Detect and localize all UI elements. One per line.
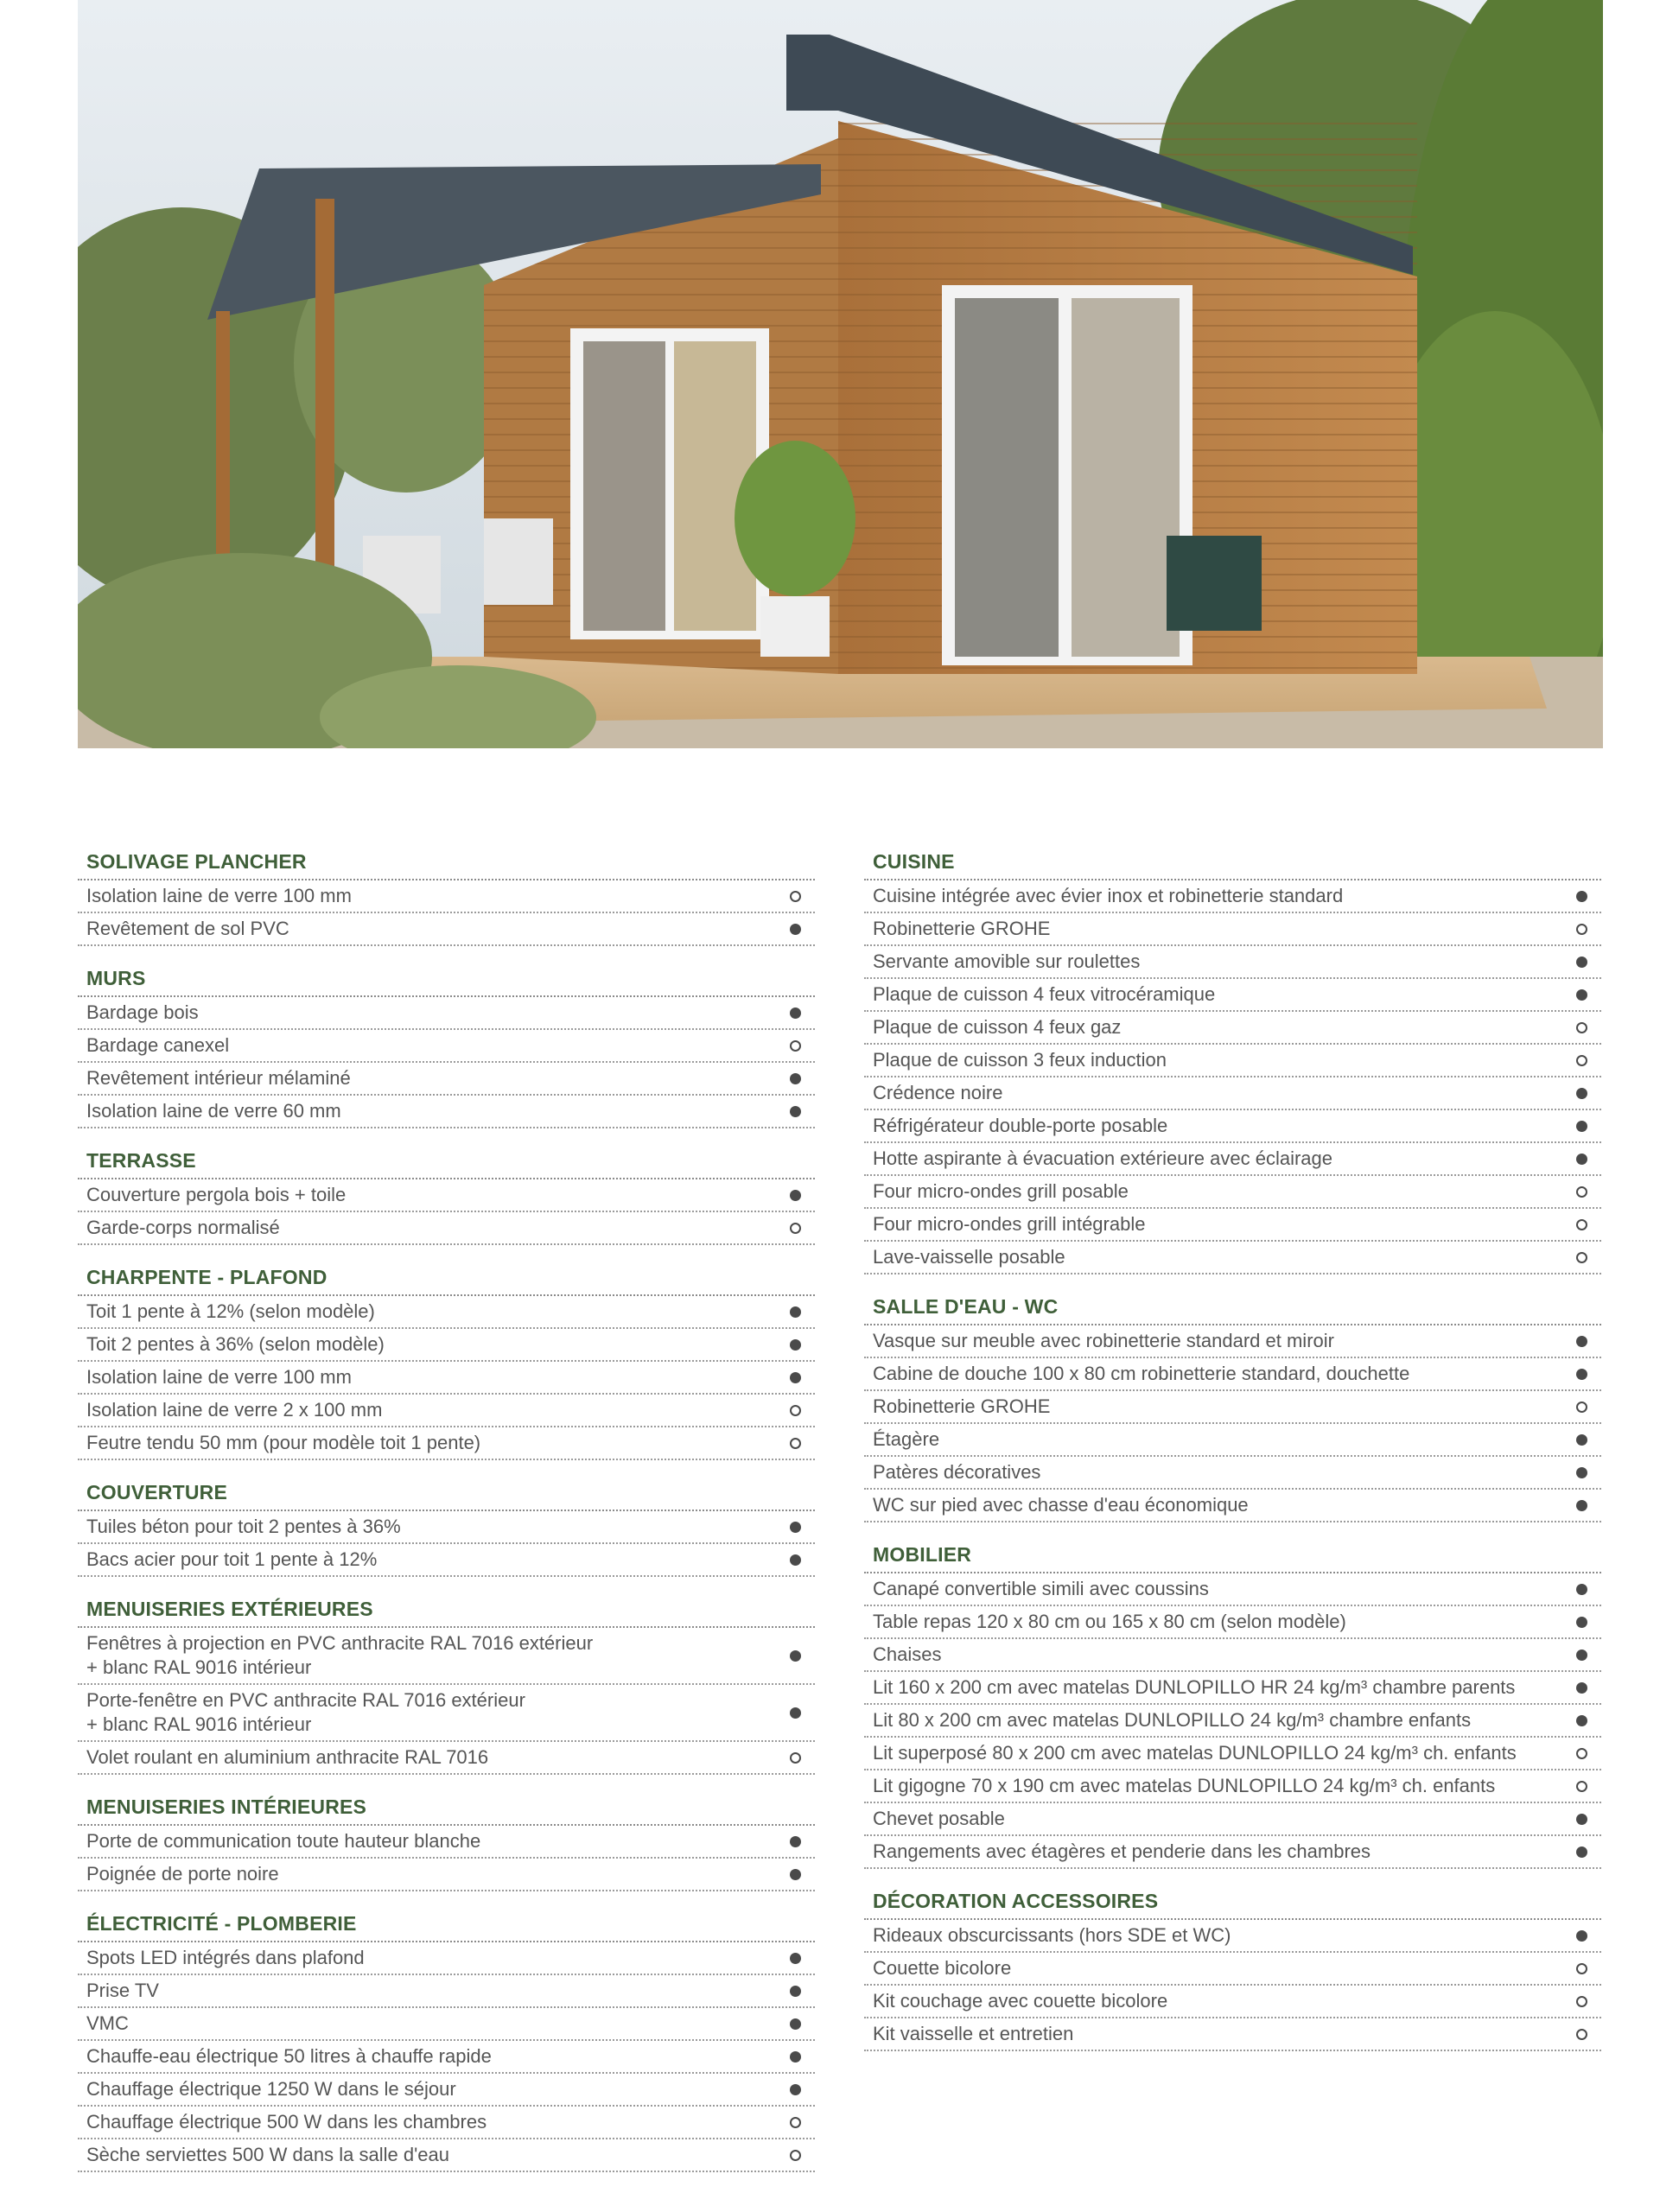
spec-row <box>78 1942 815 1975</box>
availability-dot-icon <box>790 1223 801 1234</box>
section-mobilier <box>864 1536 1601 1869</box>
section-cuisine <box>864 843 1601 1274</box>
spec-label: Lave-vaisselle posable <box>873 1246 1065 1268</box>
section-salle-d-eau-wc <box>864 1288 1601 1522</box>
spec-label: Tuiles béton pour toit 2 pentes à 36% <box>86 1516 401 1537</box>
availability-dot-icon <box>1576 924 1587 935</box>
availability-dot-icon <box>790 1007 801 1019</box>
availability-dot-icon <box>1576 1369 1587 1380</box>
spec-label: Lit 160 x 200 cm avec matelas DUNLOPILLO HR 24 kg/m³ chambre parents <box>873 1676 1516 1698</box>
availability-dot-icon <box>790 1869 801 1880</box>
availability-dot-icon <box>790 1707 801 1719</box>
section-title: SALLE D'EAU - WC <box>864 1288 1601 1325</box>
section-title: ÉLECTRICITÉ - PLOMBERIE <box>78 1905 815 1942</box>
spec-row <box>78 2107 815 2139</box>
spec-label: WC sur pied avec chasse d'eau économique <box>873 1494 1249 1516</box>
spec-label: Hotte aspirante à évacuation extérieure avec éclairage <box>873 1147 1332 1169</box>
spec-label: Chauffage électrique 1250 W dans le séjour <box>86 2078 456 2100</box>
spec-row <box>78 1427 815 1460</box>
availability-dot-icon <box>1576 1022 1587 1033</box>
spec-row <box>78 1030 815 1063</box>
spec-row <box>78 1212 815 1245</box>
availability-dot-icon <box>790 1190 801 1201</box>
availability-dot-icon <box>1576 1682 1587 1694</box>
availability-dot-icon <box>1576 1715 1587 1726</box>
spec-label: Robinetterie GROHE <box>873 1395 1051 1417</box>
spec-label: Étagère <box>873 1428 940 1450</box>
spec-row <box>864 1986 1601 2018</box>
spec-row <box>864 913 1601 946</box>
spec-row <box>864 2018 1601 2051</box>
availability-dot-icon <box>1576 1121 1587 1132</box>
spec-label: Feutre tendu 50 mm (pour modèle toit 1 pente) <box>86 1432 481 1453</box>
availability-dot-icon <box>1576 1814 1587 1825</box>
spec-label: Servante amovible sur roulettes <box>873 950 1141 972</box>
availability-dot-icon <box>790 891 801 902</box>
spec-label: Chauffage électrique 500 W dans les chambres <box>86 2111 487 2133</box>
spec-label: Four micro-ondes grill posable <box>873 1180 1129 1202</box>
spec-row <box>864 1639 1601 1672</box>
spec-row <box>78 1628 815 1685</box>
spec-label: Crédence noire <box>873 1082 1003 1103</box>
availability-dot-icon <box>1576 1847 1587 1858</box>
spec-row <box>78 1826 815 1859</box>
spec-row <box>864 1358 1601 1391</box>
spec-row <box>78 1063 815 1096</box>
spec-row <box>864 880 1601 913</box>
spec-row <box>78 1179 815 1212</box>
spec-row <box>864 979 1601 1012</box>
spec-row <box>864 1242 1601 1274</box>
spec-row <box>864 1803 1601 1836</box>
spec-label: Fenêtres à projection en PVC anthracite RAL 7016 extérieur + blanc RAL 9016 intérieur <box>86 1632 594 1678</box>
spec-label: Isolation laine de verre 60 mm <box>86 1100 341 1122</box>
availability-dot-icon <box>790 1339 801 1351</box>
spec-label: Prise TV <box>86 1980 159 2001</box>
spec-label: Kit couchage avec couette bicolore <box>873 1990 1168 2012</box>
spec-label: VMC <box>86 2012 129 2034</box>
spec-row <box>864 1705 1601 1738</box>
availability-dot-icon <box>1576 1649 1587 1661</box>
spec-row <box>864 1573 1601 1606</box>
spec-label: Isolation laine de verre 100 mm <box>86 1366 352 1388</box>
spec-label: Lit superposé 80 x 200 cm avec matelas DUNLOPILLO 24 kg/m³ ch. enfants <box>873 1742 1517 1764</box>
spec-label: Réfrigérateur double-porte posable <box>873 1115 1168 1136</box>
spec-row <box>78 1742 815 1775</box>
availability-dot-icon <box>790 1522 801 1533</box>
availability-dot-icon <box>1576 1252 1587 1263</box>
spec-label: Lit 80 x 200 cm avec matelas DUNLOPILLO 24 kg/m³ chambre enfants <box>873 1709 1472 1731</box>
availability-dot-icon <box>790 1040 801 1052</box>
section-title: TERRASSE <box>78 1142 815 1179</box>
section-electricite-plomberie <box>78 1905 815 2172</box>
spec-row <box>864 1770 1601 1803</box>
spec-row <box>864 1045 1601 1077</box>
spec-label: Bardage bois <box>86 1001 199 1023</box>
availability-dot-icon <box>790 1438 801 1449</box>
section-title: COUVERTURE <box>78 1474 815 1511</box>
availability-dot-icon <box>1576 1154 1587 1165</box>
spec-row <box>864 1424 1601 1457</box>
spec-label: Isolation laine de verre 100 mm <box>86 885 352 906</box>
spec-label: Couette bicolore <box>873 1957 1012 1979</box>
availability-dot-icon <box>1576 1336 1587 1347</box>
spec-row <box>78 880 815 913</box>
availability-dot-icon <box>790 1106 801 1117</box>
spec-row <box>78 2041 815 2074</box>
spec-row <box>864 1012 1601 1045</box>
spec-row <box>78 1544 815 1577</box>
section-solivage-plancher <box>78 843 815 946</box>
availability-dot-icon <box>790 1554 801 1566</box>
availability-dot-icon <box>1576 1467 1587 1478</box>
availability-dot-icon <box>1576 989 1587 1001</box>
availability-dot-icon <box>1576 1930 1587 1942</box>
section-title: MOBILIER <box>864 1536 1601 1573</box>
spec-row <box>864 1836 1601 1869</box>
spec-label: Robinetterie GROHE <box>873 918 1051 939</box>
availability-dot-icon <box>1576 1781 1587 1792</box>
spec-column-left <box>78 843 815 2186</box>
section-title: MURS <box>78 960 815 997</box>
spec-row <box>78 2074 815 2107</box>
spec-label: Plaque de cuisson 4 feux gaz <box>873 1016 1122 1038</box>
spec-label: Cabine de douche 100 x 80 cm robinetterie standard, douchette <box>873 1363 1410 1384</box>
spec-label: Volet roulant en aluminium anthracite RAL 7016 <box>86 1746 489 1768</box>
availability-dot-icon <box>790 2051 801 2063</box>
spec-label: Cuisine intégrée avec évier inox et robinetterie standard <box>873 885 1344 906</box>
spec-label: Table repas 120 x 80 cm ou 165 x 80 cm (selon modèle) <box>873 1611 1346 1632</box>
availability-dot-icon <box>790 2150 801 2161</box>
spec-label: Porte de communication toute hauteur blanche <box>86 1830 481 1852</box>
spec-row <box>78 1975 815 2008</box>
spec-label: Sèche serviettes 500 W dans la salle d'eau <box>86 2144 449 2165</box>
spec-row <box>864 1457 1601 1490</box>
spec-label: Porte-fenêtre en PVC anthracite RAL 7016 extérieur + blanc RAL 9016 intérieur <box>86 1689 525 1735</box>
section-title: CHARPENTE - PLAFOND <box>78 1259 815 1296</box>
spec-label: Chevet posable <box>873 1808 1005 1829</box>
availability-dot-icon <box>790 2084 801 2095</box>
availability-dot-icon <box>790 1372 801 1383</box>
availability-dot-icon <box>1576 1219 1587 1230</box>
section-murs <box>78 960 815 1128</box>
spec-row <box>78 1859 815 1891</box>
spec-row <box>864 1738 1601 1770</box>
section-title: CUISINE <box>864 843 1601 880</box>
spec-label: Chauffe-eau électrique 50 litres à chauffe rapide <box>86 2045 492 2067</box>
spec-label: Garde-corps normalisé <box>86 1217 280 1238</box>
spec-row <box>864 1920 1601 1953</box>
spec-label: Rangements avec étagères et penderie dans les chambres <box>873 1840 1371 1862</box>
spec-row <box>78 1362 815 1395</box>
spec-label: Revêtement intérieur mélaminé <box>86 1067 351 1089</box>
availability-dot-icon <box>790 1306 801 1318</box>
spec-row <box>78 1685 815 1742</box>
spec-row <box>864 1606 1601 1639</box>
availability-dot-icon <box>790 1953 801 1964</box>
availability-dot-icon <box>1576 891 1587 902</box>
spec-row <box>864 946 1601 979</box>
spec-label: Canapé convertible simili avec coussins <box>873 1578 1209 1599</box>
availability-dot-icon <box>1576 1055 1587 1066</box>
spec-row <box>864 1176 1601 1209</box>
spec-row <box>78 913 815 946</box>
availability-dot-icon <box>790 1752 801 1764</box>
spec-label: Vasque sur meuble avec robinetterie standard et miroir <box>873 1330 1334 1351</box>
availability-dot-icon <box>1576 1617 1587 1628</box>
spec-row <box>864 1209 1601 1242</box>
spec-row <box>78 1329 815 1362</box>
availability-dot-icon <box>1576 1186 1587 1198</box>
spec-label: Poignée de porte noire <box>86 1863 279 1885</box>
spec-row <box>864 1077 1601 1110</box>
spec-label: Kit vaisselle et entretien <box>873 2023 1074 2044</box>
section-decoration-accessoires <box>864 1883 1601 2051</box>
availability-dot-icon <box>790 2018 801 2030</box>
section-title: MENUISERIES EXTÉRIEURES <box>78 1591 815 1628</box>
availability-dot-icon <box>1576 1088 1587 1099</box>
hero-photo <box>78 0 1603 748</box>
availability-dot-icon <box>790 1836 801 1847</box>
spec-row <box>78 2008 815 2041</box>
section-title: MENUISERIES INTÉRIEURES <box>78 1789 815 1826</box>
spec-label: Plaque de cuisson 4 feux vitrocéramique <box>873 983 1216 1005</box>
section-terrasse <box>78 1142 815 1245</box>
spec-row <box>78 1395 815 1427</box>
availability-dot-icon <box>1576 957 1587 968</box>
spec-label: Patères décoratives <box>873 1461 1041 1483</box>
spec-label: Plaque de cuisson 3 feux induction <box>873 1049 1167 1071</box>
availability-dot-icon <box>790 924 801 935</box>
spec-label: Bardage canexel <box>86 1034 230 1056</box>
wooden-cabin-illustration <box>78 0 1603 748</box>
availability-dot-icon <box>790 1650 801 1662</box>
spec-label: Bacs acier pour toit 1 pente à 12% <box>86 1548 378 1570</box>
section-couverture <box>78 1474 815 1577</box>
spec-row <box>864 1672 1601 1705</box>
spec-row <box>864 1325 1601 1358</box>
availability-dot-icon <box>1576 1963 1587 1974</box>
spec-row <box>864 1391 1601 1424</box>
spec-label: Toit 2 pentes à 36% (selon modèle) <box>86 1333 385 1355</box>
spec-row <box>78 1296 815 1329</box>
spec-label: Four micro-ondes grill intégrable <box>873 1213 1146 1235</box>
section-charpente-plafond <box>78 1259 815 1460</box>
section-menuiseries-exterieures <box>78 1591 815 1775</box>
spec-row <box>78 1096 815 1128</box>
availability-dot-icon <box>790 1073 801 1084</box>
availability-dot-icon <box>1576 1500 1587 1511</box>
availability-dot-icon <box>790 1986 801 1997</box>
spec-column-right <box>864 843 1601 2065</box>
spec-label: Lit gigogne 70 x 190 cm avec matelas DUNLOPILLO 24 kg/m³ ch. enfants <box>873 1775 1496 1796</box>
spec-label: Revêtement de sol PVC <box>86 918 289 939</box>
spec-label: Toit 1 pente à 12% (selon modèle) <box>86 1300 375 1322</box>
section-title: SOLIVAGE PLANCHER <box>78 843 815 880</box>
section-title: DÉCORATION ACCESSOIRES <box>864 1883 1601 1920</box>
availability-dot-icon <box>1576 1996 1587 2007</box>
spec-label: Spots LED intégrés dans plafond <box>86 1947 365 1968</box>
availability-dot-icon <box>1576 2029 1587 2040</box>
availability-dot-icon <box>1576 1584 1587 1595</box>
availability-dot-icon <box>1576 1434 1587 1446</box>
spec-row <box>864 1143 1601 1176</box>
spec-row <box>78 1511 815 1544</box>
spec-label: Chaises <box>873 1643 942 1665</box>
spec-row <box>864 1110 1601 1143</box>
availability-dot-icon <box>1576 1748 1587 1759</box>
availability-dot-icon <box>790 1405 801 1416</box>
availability-dot-icon <box>790 2117 801 2128</box>
spec-row <box>864 1953 1601 1986</box>
spec-label: Isolation laine de verre 2 x 100 mm <box>86 1399 383 1421</box>
spec-row <box>78 2139 815 2172</box>
spec-row <box>78 997 815 1030</box>
spec-label: Couverture pergola bois + toile <box>86 1184 347 1205</box>
section-menuiseries-interieures <box>78 1789 815 1891</box>
availability-dot-icon <box>1576 1402 1587 1413</box>
spec-label: Rideaux obscurcissants (hors SDE et WC) <box>873 1924 1231 1946</box>
spec-row <box>864 1490 1601 1522</box>
